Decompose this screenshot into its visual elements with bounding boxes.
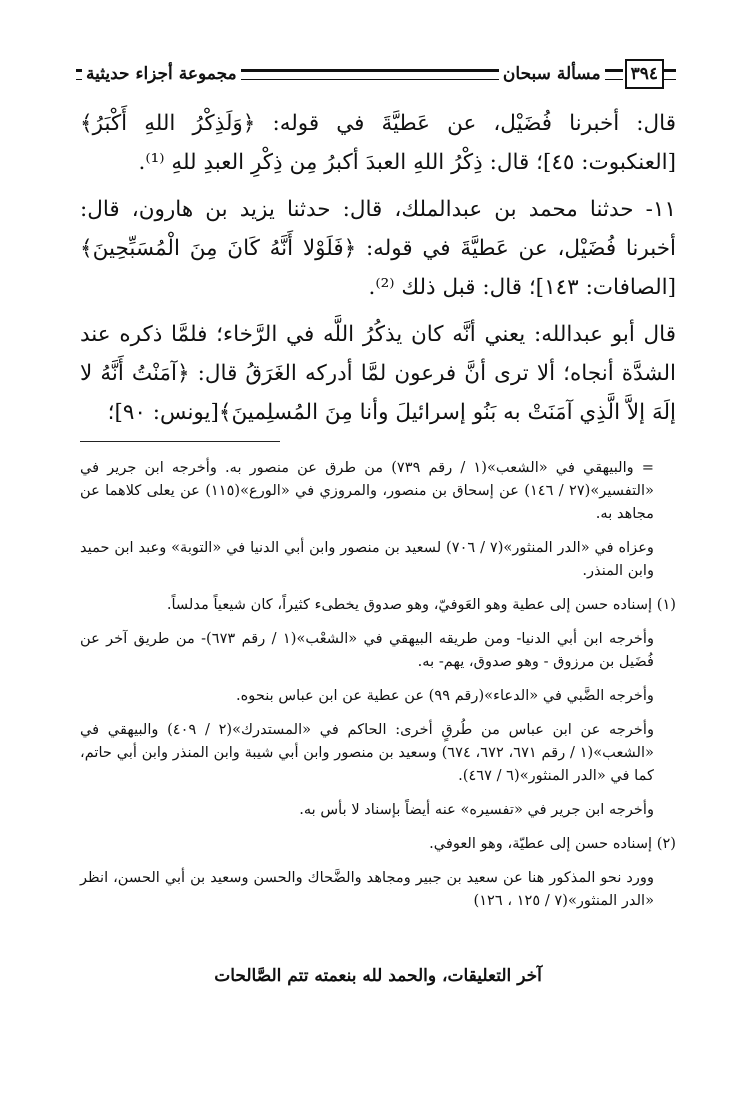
header-rule	[76, 69, 82, 80]
footnotes	[80, 456, 676, 912]
footnote-paragraph: وأخرجه الضَّبي في «الدعاء»(رقم ٩٩) عن عطية عن ابن عباس بنحوه.	[236, 687, 654, 704]
main-paragraph: ١١- حدثنا محمد بن عبدالملك، قال: حدثنا يزيد بن هارون، قال: أخبرنا فُضَيْل، عن عَطيَّةَ في قوله: ﴿فَلَوْلا أَنَّهُ كَانَ مِنَ الْمُسَبِّحِينَ﴾[الصافات: ١٤٣]؛ قال: قبل ذلك ⁽²⁾.	[80, 197, 676, 300]
header-rule	[241, 69, 499, 80]
header-rule	[605, 69, 623, 80]
footnote-paragraph: وورد نحو المذكور هنا عن سعيد بن جبير ومجاهد والضَّحاك والحسن وسعيد بن أبي الحسن، انظر «الدر المنثور»(٧ / ١٢٥ ، ١٢٦)	[80, 869, 654, 909]
main-text	[80, 104, 676, 432]
footnote-paragraph: (٢) إسناده حسن إلى عطيّة، وهو العوفي.	[429, 835, 676, 852]
closing-line: آخر التعليقات، والحمد لله بنعمته تتم الصَّالحات	[214, 966, 542, 986]
page-number: ٣٩٤	[625, 59, 664, 89]
footnote-paragraph: وعزاه في «الدر المنثور»(٧ / ٧٠٦) لسعيد بن منصور وابن أبي الدنيا في «التوبة» وعبد ابن حميد وابن المنذر.	[80, 539, 654, 579]
main-paragraph: قال: أخبرنا فُضَيْل، عن عَطيَّةَ في قوله: ﴿وَلَذِكْرُ اللهِ أَكْبَرُ﴾[العنكبوت: ٤٥]؛ قال: ذِكْرُ اللهِ العبدَ أكبرُ مِن ذِكْرِ العبدِ للهِ ⁽¹⁾.	[80, 111, 676, 175]
main-paragraph: قال أبو عبدالله: يعني أنَّه كان يذكُرُ اللَّه في الرَّخاء؛ فلمَّا ذكره عند الشدَّة أنجاه؛ ألا ترى أنَّ فرعون لمَّا أدركه الغَرَقُ قال: ﴿آمَنْتُ أَنَّهُ لا إلَهَ إلاَّ الَّذِي آمَنَتْ به بَنُو إسرائيلَ وأنا مِنَ المُسلِمينَ﴾[يونس: ٩٠]؛	[80, 322, 676, 425]
footnote-paragraph: وأخرجه عن ابن عباس من طُرقٍ أخرى: الحاكم في «المستدرك»(٢ / ٤٠٩) والبيهقي في «الشعب»(١ / رقم ٦٧١، ٦٧٢، ٦٧٤) وسعيد بن منصور وابن أبي شيبة وابن المنذر وابن أبي حاتم، كما في «الدر المنثور»(٦ / ٤٦٧).	[80, 721, 654, 784]
footnote-paragraph: (١) إسناده حسن إلى عطية وهو العَوفيّ، وهو صدوق يخطىء كثيراً، كان شيعياً مدلساً.	[166, 596, 676, 613]
chapter-title: مسألة سبحان	[502, 64, 601, 84]
running-header	[76, 56, 676, 92]
collection-title: مجموعة أجزاء حديثية	[86, 64, 237, 84]
footnote-separator	[80, 441, 280, 442]
footnote-paragraph: وأخرجه ابن أبي الدنيا- ومن طريقه البيهقي في «الشعْب»(١ / رقم ٦٧٣)- من طريق آخر عن فُضَيل بن مرزوق - وهو صدوق، يهم- به.	[80, 630, 655, 670]
footnote-paragraph: وأخرجه ابن جرير في «تفسيره» عنه أيضاً بإسناد لا بأس به.	[299, 801, 654, 818]
header-rule	[664, 69, 676, 80]
footnote-paragraph: = والبيهقي في «الشعب»(١ / رقم ٧٣٩) من طرق عن منصور به. وأخرجه ابن جرير في «التفسير»(٢٧ / ١٤٦) عن إسحاق بن منصور، والمروزي في «الورع»(١١٥) عن يعلى كلاهما عن مجاهد به.	[80, 459, 654, 522]
